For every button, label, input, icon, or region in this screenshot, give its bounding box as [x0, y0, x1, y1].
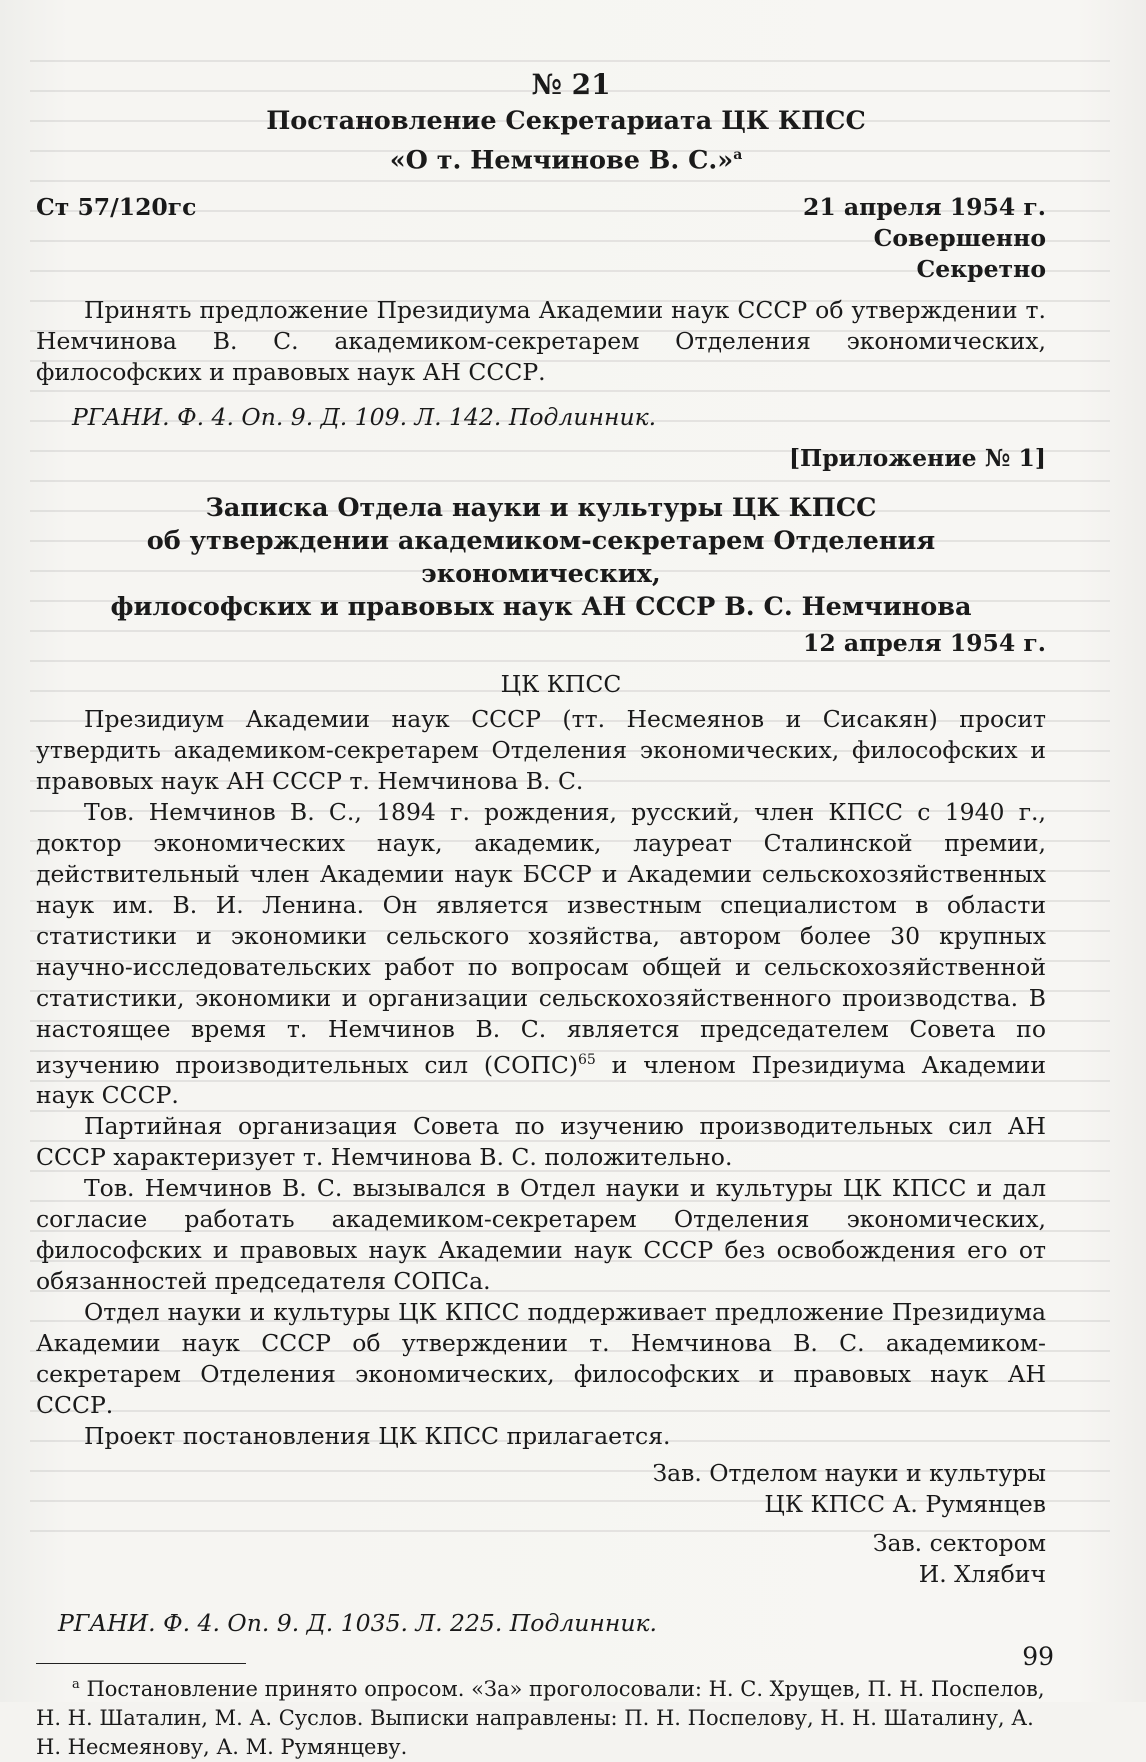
page-number: 99: [1022, 1642, 1054, 1671]
signature2-line2: И. Хлябич: [918, 1560, 1046, 1589]
paragraph-3: Партийная организация Совета по изучению производительных сил АН СССР характеризует т. Немчинова В. С. положительно.: [36, 1112, 1046, 1172]
paragraph-4: Тов. Немчинов В. С. вызывался в Отдел науки и культуры ЦК КПСС и дал согласие работать академиком-секретарем Отделения экономических, философских и правовых наук Академии наук СССР без освобождения его от обязанностей председателя СОПСа.: [36, 1174, 1046, 1296]
addressee: ЦК КПСС: [500, 669, 622, 698]
footnote-divider: [36, 1663, 246, 1664]
note-title-line2: об утверждении академиком-секретарем Отделения экономических,: [146, 525, 936, 589]
paragraph-1: Президиум Академии наук СССР (тт. Несмеянов и Сисакян) просит утвердить академиком-секретарем Отделения экономических, философских и правовых наук АН СССР т. Немчинова В. С.: [36, 704, 1046, 795]
resolution-title-line1: Постановление Секретариата ЦК КПСС: [266, 106, 866, 136]
classification-line2: Секретно: [916, 254, 1046, 283]
resolution-title-line2: «О т. Немчинове В. С.»$^а$: [389, 145, 743, 176]
paragraph-biography: Тов. Немчинов В. С., 1894 г. рождения, русский, член КПСС с 1940 г., доктор экономических наук, академик, лауреат Сталинской премии, действительный член Академии наук БССР и Академии сельскохозяйственных наук им. В. И. Ленина. Он является известным специалистом в области статистики и экономики сельского хозяйства, автором более 30 крупных научно-исследовательских работ по вопросам общей и сельскохозяйственной статистики, экономики и организации сельскохозяйственного производства. В настоящее время т. Немчинов В. С. является председателем Совета по изучению производительных сил (СОПС)$^{65}$ и членом Президиума Академии наук СССР.: [36, 797, 1047, 1110]
resolution-date: 21 апреля 1954 г.: [803, 192, 1046, 221]
signature2-line1: Зав. сектором: [872, 1529, 1046, 1558]
paragraph-6: Проект постановления ЦК КПСС прилагается.: [84, 1422, 671, 1451]
note-title-line1: Записка Отдела науки и культуры ЦК КПСС: [205, 492, 877, 523]
footnote: $^а$ Постановление принято опросом. «За» проголосовали: Н. С. Хрущев, П. Н. Поспелов, Н. Н. Шаталин, М. А. Суслов. Выписки направлены: П. Н. Поспелову, Н. Н. Шаталину, А. Н. Несмеянову, А. М. Румянцеву.: [36, 1677, 1045, 1760]
classification-line1: Совершенно: [873, 223, 1046, 252]
footnote-ref-65: 65: [578, 1051, 596, 1068]
protocol-number: Ст 57/120гс: [36, 192, 197, 221]
resolution-meta: [36, 192, 1046, 223]
resolution-text: Принять предложение Президиума Академии наук СССР об утверждении т. Немчинова В. С. академиком-секретарем Отделения экономических, философских и правовых наук АН СССР.: [36, 295, 1046, 386]
appendix-label: [Приложение № 1]: [788, 443, 1046, 472]
note-date: 12 апреля 1954 г.: [803, 628, 1046, 657]
archive-source-2: РГАНИ. Ф. 4. Оп. 9. Д. 1035. Л. 225. Подлинник.: [58, 1609, 658, 1638]
signature1-line2: ЦК КПСС А. Румянцев: [764, 1490, 1046, 1519]
document-body: [36, 68, 1046, 1762]
note-title-line3: философских и правовых наук АН СССР В. С. Немчинова: [110, 591, 972, 622]
paragraph-5: Отдел науки и культуры ЦК КПСС поддерживает предложение Президиума Академии наук СССР об утверждении т. Немчинова В. С. академиком-секретарем Отделения экономических, философских и правовых наук АН СССР.: [36, 1298, 1046, 1420]
signature1-line1: Зав. Отделом науки и культуры: [652, 1459, 1046, 1488]
archive-source-1: РГАНИ. Ф. 4. Оп. 9. Д. 109. Л. 142. Подлинник.: [72, 402, 657, 431]
document-number: № 21: [531, 68, 611, 101]
